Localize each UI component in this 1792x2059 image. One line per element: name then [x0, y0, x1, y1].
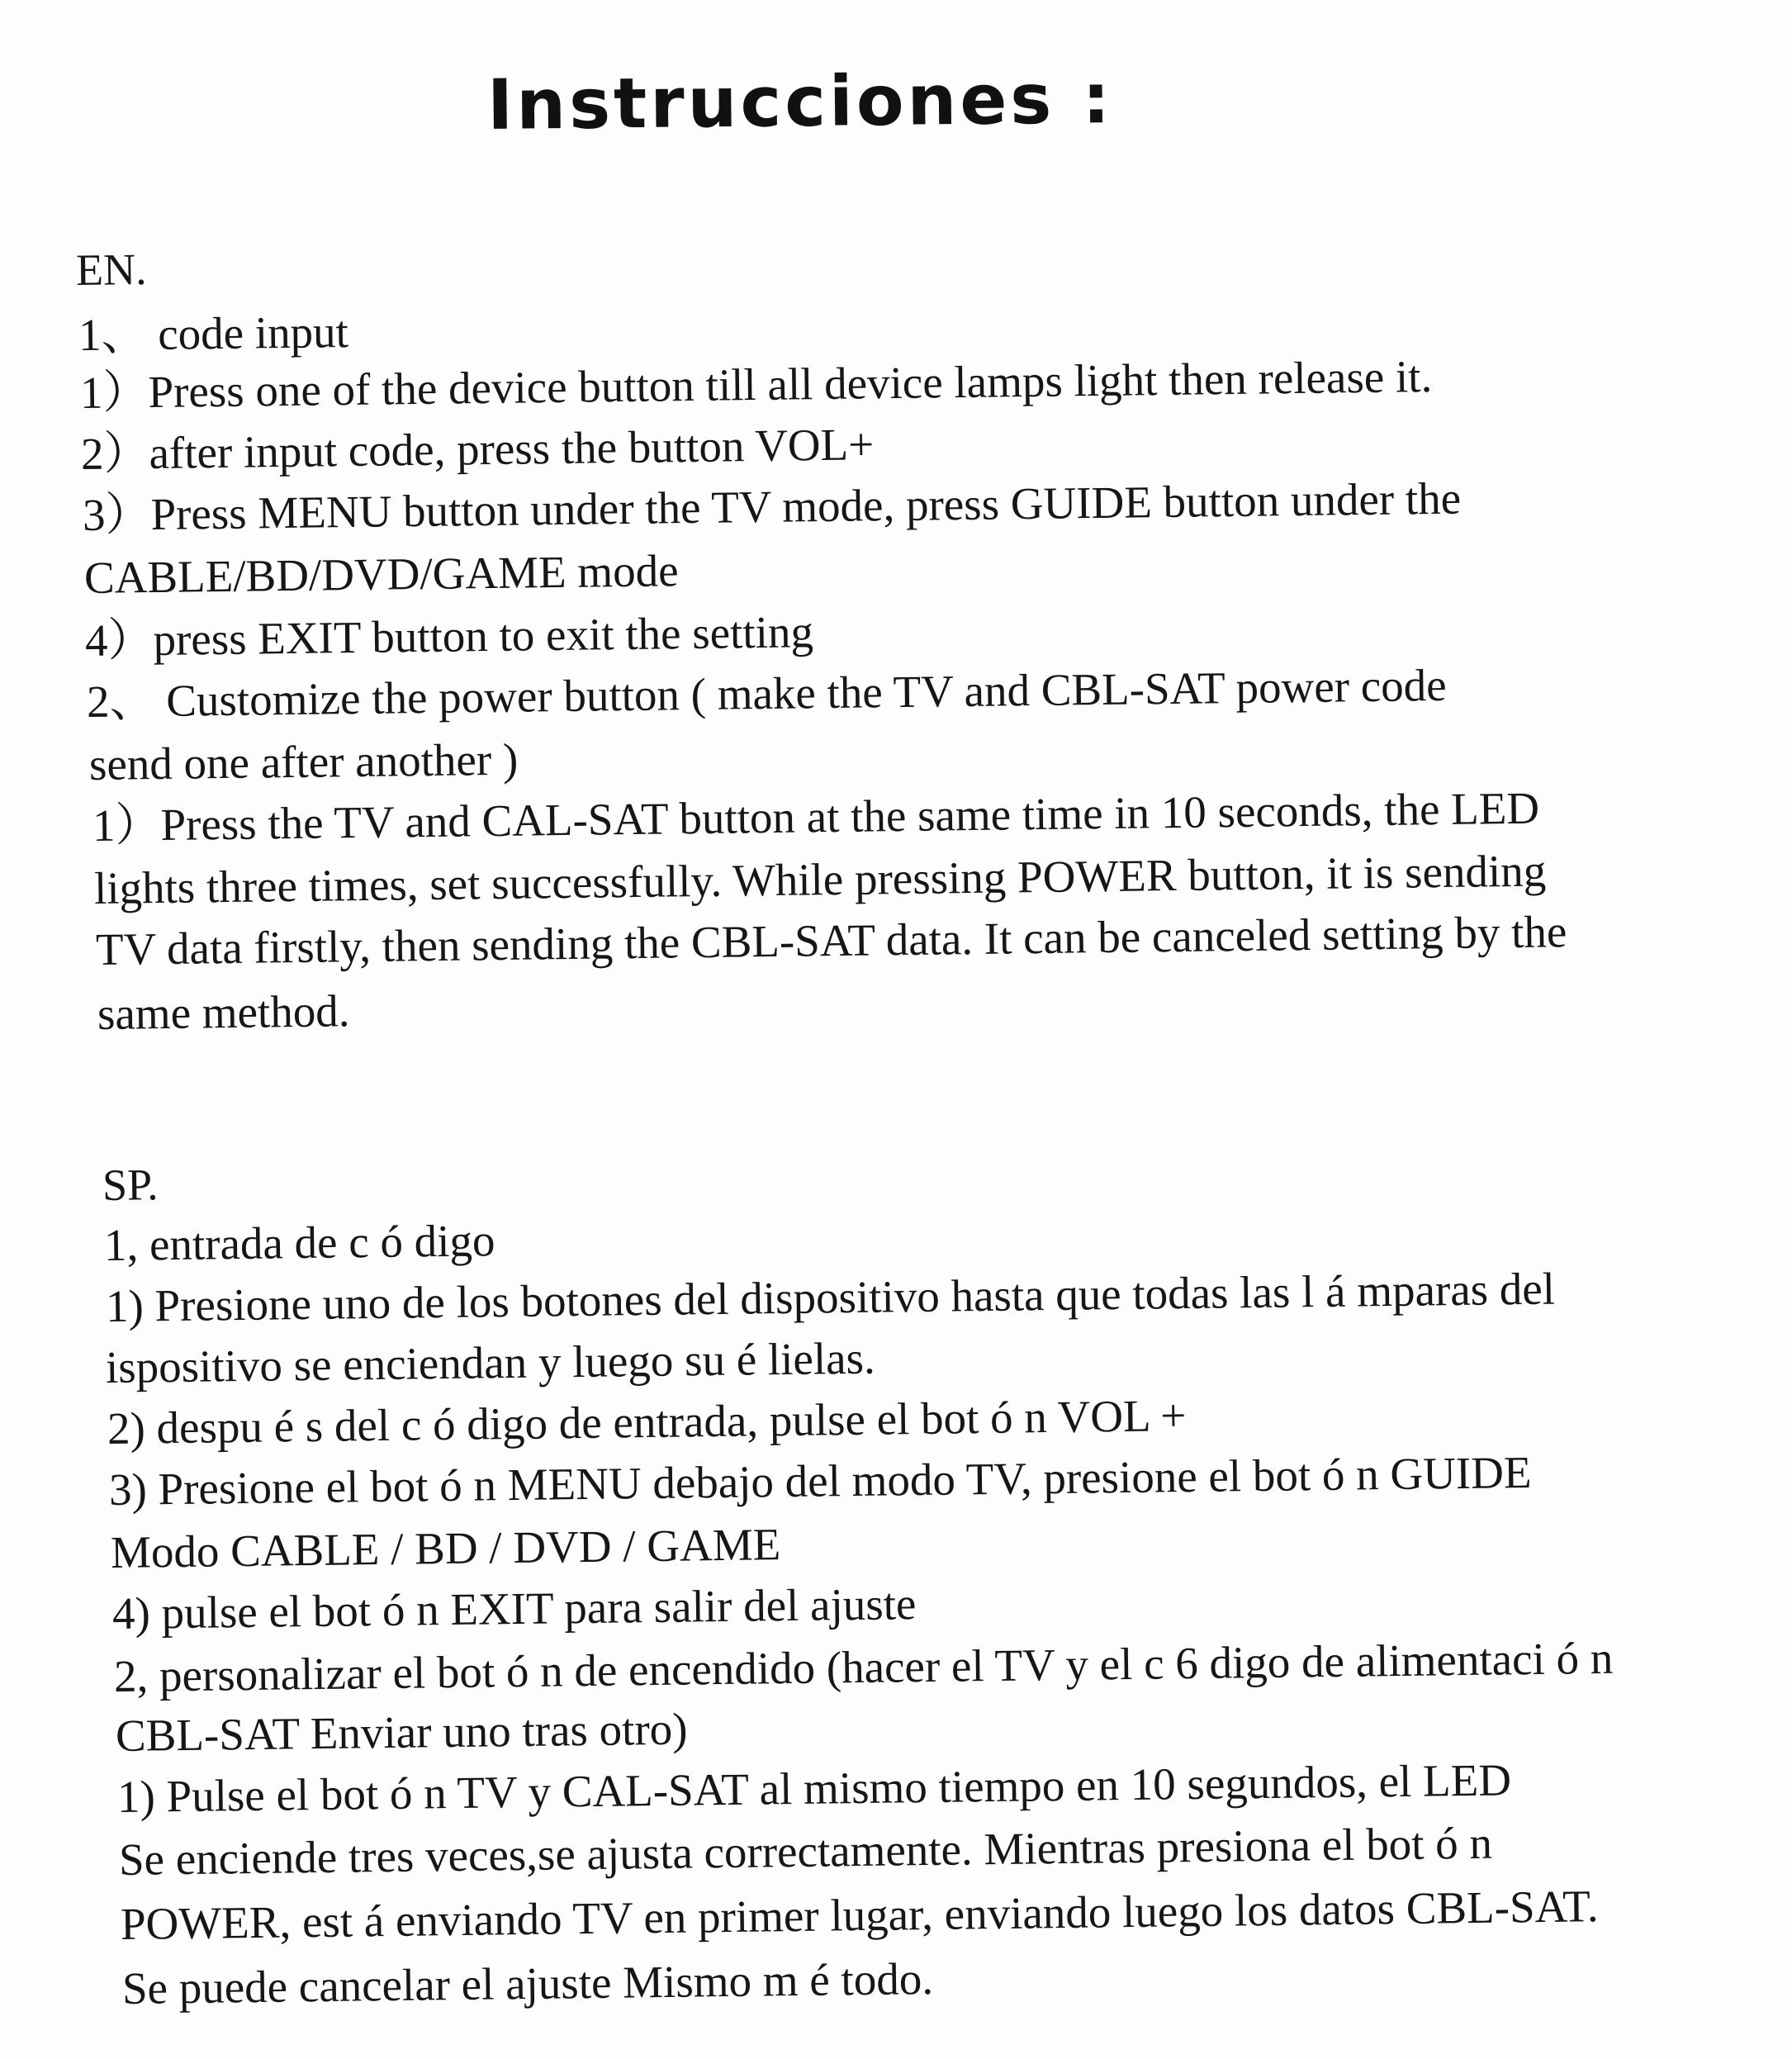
en-line: 1）Press the TV and CAL-SAT button at the same time in 10 seconds, the LED — [92, 782, 1540, 851]
en-section-tag: EN. — [75, 244, 147, 295]
en-line: 2、 Customize the power button ( make the TV and CBL-SAT power code — [86, 659, 1447, 727]
sp-line: CBL-SAT Enviar uno tras otro) — [115, 1703, 688, 1761]
sp-line: 1) Pulse el bot ó n TV y CAL-SAT al mismo tiempo en 10 segundos, el LED — [116, 1754, 1512, 1822]
en-line: TV data firstly, then sending the CBL-SAT data. It can be canceled setting by the — [95, 906, 1567, 975]
sp-line: Se puede cancelar el ajuste Mismo m é todo. — [121, 1953, 934, 2014]
sp-line: 1) Presione uno de los botones del dispositivo hasta que todas las l á mparas del — [105, 1263, 1556, 1331]
sp-line: ispositivo se enciendan y luego su é lielas. — [105, 1332, 876, 1392]
sp-line: POWER, est á enviando TV en primer lugar, enviando luego los datos CBL-SAT. — [120, 1881, 1599, 1949]
sp-line: Modo CABLE / BD / DVD / GAME — [110, 1519, 781, 1577]
sp-line: 2, personalizar el bot ó n de encendido (hacer el TV y el c 6 digo de alimentaci ó n — [113, 1632, 1614, 1701]
en-line: same method. — [97, 985, 350, 1039]
en-line: lights three times, set successfully. While pressing POWER button, it is sending — [93, 845, 1547, 913]
sp-line: 1, entrada de c ó digo — [103, 1215, 495, 1270]
en-line: 2）after input code, press the button VOL+ — [80, 419, 875, 479]
sp-section-tag: SP. — [102, 1160, 159, 1210]
sp-line: 2) despu é s del c ó digo de entrada, pulse el bot ó n VOL + — [107, 1390, 1187, 1454]
en-line: 1、 code input — [78, 306, 349, 360]
en-line: CABLE/BD/DVD/GAME mode — [83, 545, 679, 603]
en-line: 4）press EXIT button to exit the setting — [84, 606, 814, 666]
sp-line: 4) pulse el bot ó n EXIT para salir del ajuste — [111, 1578, 917, 1639]
sp-line: 3) Presione el bot ó n MENU debajo del modo TV, presione el bot ó n GUIDE — [108, 1446, 1532, 1515]
page-title: Instrucciones : — [486, 58, 1114, 145]
sp-line: Se enciende tres veces,se ajusta correctamente. Mientras presiona el bot ó n — [118, 1817, 1493, 1885]
en-line: send one after another ) — [88, 733, 519, 790]
en-line: 1）Press one of the device button till all device lamps light then release it. — [79, 350, 1433, 418]
en-line: 3）Press MENU button under the TV mode, press GUIDE button under the — [82, 472, 1462, 540]
